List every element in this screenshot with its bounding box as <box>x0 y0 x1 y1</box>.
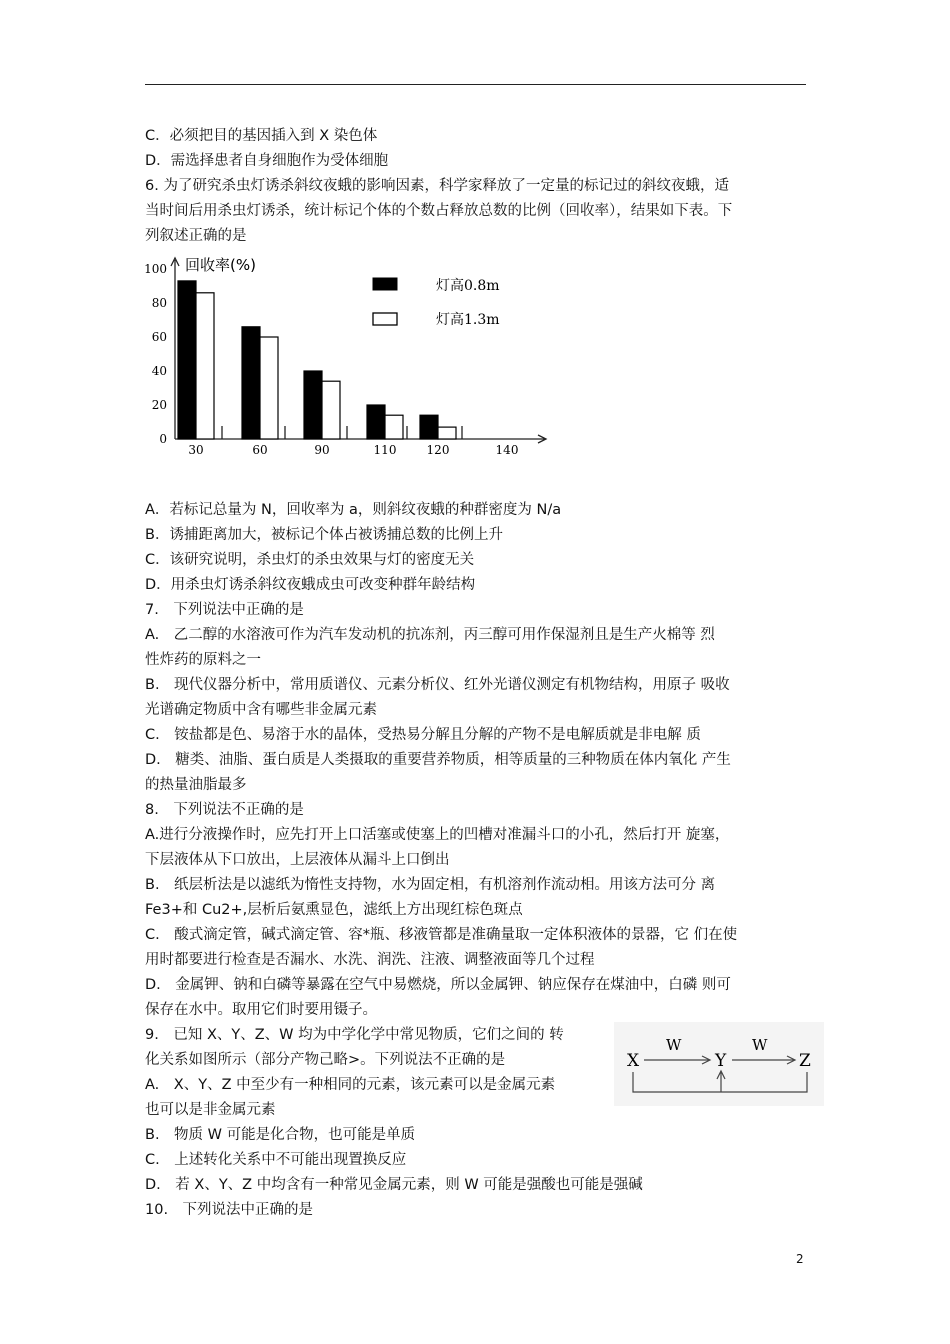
option-c: C. 酸式滴定管，碱式滴定管、容*瓶、移液管都是准确量取一定体积液体的景器，它 们在使 <box>145 927 738 943</box>
x-tick-label: 30 <box>188 443 204 457</box>
node-z: Z <box>799 1051 811 1071</box>
edge-label-w: W <box>752 1036 768 1054</box>
bar-0-8m-60 <box>242 327 260 439</box>
y-tick-label: 60 <box>151 330 167 344</box>
text-line: 的热量油脂最多 <box>145 777 247 793</box>
bars <box>178 281 456 439</box>
option-c: C．该研究说明，杀虫灯的杀虫效果与灯的密度无关 <box>145 552 475 568</box>
text-line: C．必须把目的基因插入到 X 染色体 <box>145 128 378 144</box>
recovery-rate-chart <box>140 252 560 462</box>
text-line: 性炸药的原料之一 <box>145 652 261 668</box>
bar-1-3m-60 <box>260 337 278 439</box>
text-line: 也可以是非金属元素 <box>145 1102 276 1118</box>
question-6-stem: 6. 为了研究杀虫灯诱杀斜纹夜蛾的影响因素，科学家释放了一定量的标记过的斜纹夜蛾，适 <box>145 178 729 194</box>
option-a: A．若标记总量为 N，回收率为 a，则斜纹夜蛾的种群密度为 N/a <box>145 502 562 518</box>
header-rule <box>145 84 806 85</box>
text-line: 保存在水中。取用它们时要用镊子。 <box>145 1002 377 1018</box>
option-d: D．用杀虫灯诱杀斜纹夜蛾成虫可改变种群年龄结构 <box>145 577 476 593</box>
text-line: Fe3+和 Cu2+,层析后氨熏显色，滤纸上方出现红棕色斑点 <box>145 902 523 918</box>
bar-0-8m-30 <box>178 281 196 439</box>
option-b: B．诱捕距离加大，被标记个体占被诱捕总数的比例上升 <box>145 527 503 543</box>
x-tick-label: 140 <box>495 443 519 457</box>
bar-1-3m-30 <box>196 293 214 439</box>
option-b: B. 物质 W 可能是化合物，也可能是单质 <box>145 1127 416 1143</box>
option-a: A.进行分液操作时，应先打开上口活塞或使塞上的凹槽对准漏斗口的小孔，然后打开 旋塞， <box>145 827 730 843</box>
text-line: 用时都要进行检查是否漏水、水洗、润洗、注液、调整液面等几个过程 <box>145 952 595 968</box>
option-d: D. 金属钾、钠和白磷等暴露在空气中易燃烧，所以金属钾、钠应保存在煤油中，白磷 则可 <box>145 977 731 993</box>
question-8-stem: 8. 下列说法不正确的是 <box>145 802 304 818</box>
text-line: 光谱确定物质中含有哪些非金属元素 <box>145 702 377 718</box>
question-7-stem: 7. 下列说法中正确的是 <box>145 602 304 618</box>
option-d: D. 糖类、油脂、蛋白质是人类摄取的重要营养物质，相等质量的三种物质在体内氧化 产生 <box>145 752 731 768</box>
x-tick-label: 60 <box>252 443 268 457</box>
option-b: B. 纸层析法是以滤纸为惰性支持物，水为固定相，有机溶剂作流动相。用该方法可分 离 <box>145 877 716 893</box>
y-tick-label: 80 <box>151 296 167 310</box>
x-tick-label: 120 <box>426 443 450 457</box>
text-line: 化关系如图所示（部分产物己略>。下列说法不正确的是 <box>145 1052 506 1068</box>
bar-0-8m-90 <box>304 371 322 439</box>
text-line: D．需选择患者自身细胞作为受体细胞 <box>145 153 389 169</box>
option-a: A. 乙二醇的水溶液可作为汽车发动机的抗冻剂，丙三醇可用作保湿剂且是生产火棉等 烈 <box>145 627 715 643</box>
legend <box>373 277 500 328</box>
bar-0-8m-120 <box>420 415 438 439</box>
page-number: 2 <box>796 1252 804 1266</box>
option-c: C. 铵盐都是色、易溶于水的晶体，受热易分解且分解的产物不是电解质就是非电解 质 <box>145 727 701 743</box>
legend-label-0-8m: 灯高0.8m <box>436 278 500 294</box>
conversion-diagram <box>614 1022 824 1106</box>
bar-1-3m-120 <box>438 427 456 439</box>
legend-swatch-1-3m <box>373 313 397 325</box>
legend-label-1-3m: 灯高1.3m <box>436 312 500 328</box>
option-d: D. 若 X、Y、Z 中均含有一种常见金属元素，则 W 可能是强酸也可能是强碱 <box>145 1177 643 1193</box>
y-axis-label: 回收率(%) <box>185 256 256 274</box>
y-tick-label: 40 <box>151 364 167 378</box>
bar-1-3m-90 <box>322 381 340 439</box>
x-tick-label: 110 <box>373 443 397 457</box>
node-x: X <box>627 1051 640 1071</box>
edge-label-w: W <box>666 1036 682 1054</box>
text-line: 当时间后用杀虫灯诱杀，统计标记个体的个数占释放总数的比例（回收率），结果如下表。下 <box>145 203 733 219</box>
question-10-stem: 10. 下列说法中正确的是 <box>145 1202 314 1218</box>
question-9-stem: 9. 已知 X、Y、Z、W 均为中学化学中常见物质，它们之间的 转 <box>145 1027 564 1043</box>
y-tick-label: 0 <box>159 432 167 446</box>
option-a: A. X、Y、Z 中至少有一种相同的元素，该元素可以是金属元素 <box>145 1077 556 1093</box>
bar-0-8m-110 <box>367 405 385 439</box>
text-line: 下层液体从下口放出，上层液体从漏斗上口倒出 <box>145 852 450 868</box>
text-line: 列叙述正确的是 <box>145 228 247 244</box>
option-c: C. 上述转化关系中不可能出现置换反应 <box>145 1152 407 1168</box>
y-tick-label: 20 <box>151 398 167 412</box>
bar-1-3m-110 <box>385 415 403 439</box>
x-tick-label: 90 <box>314 443 330 457</box>
node-y: Y <box>715 1051 727 1071</box>
y-tick-label: 100 <box>144 262 167 276</box>
legend-swatch-0-8m <box>373 278 397 290</box>
option-b: B. 现代仪器分析中，常用质谱仪、元素分析仪、红外光谱仪测定有机物结构，用原子 吸收 <box>145 677 730 693</box>
